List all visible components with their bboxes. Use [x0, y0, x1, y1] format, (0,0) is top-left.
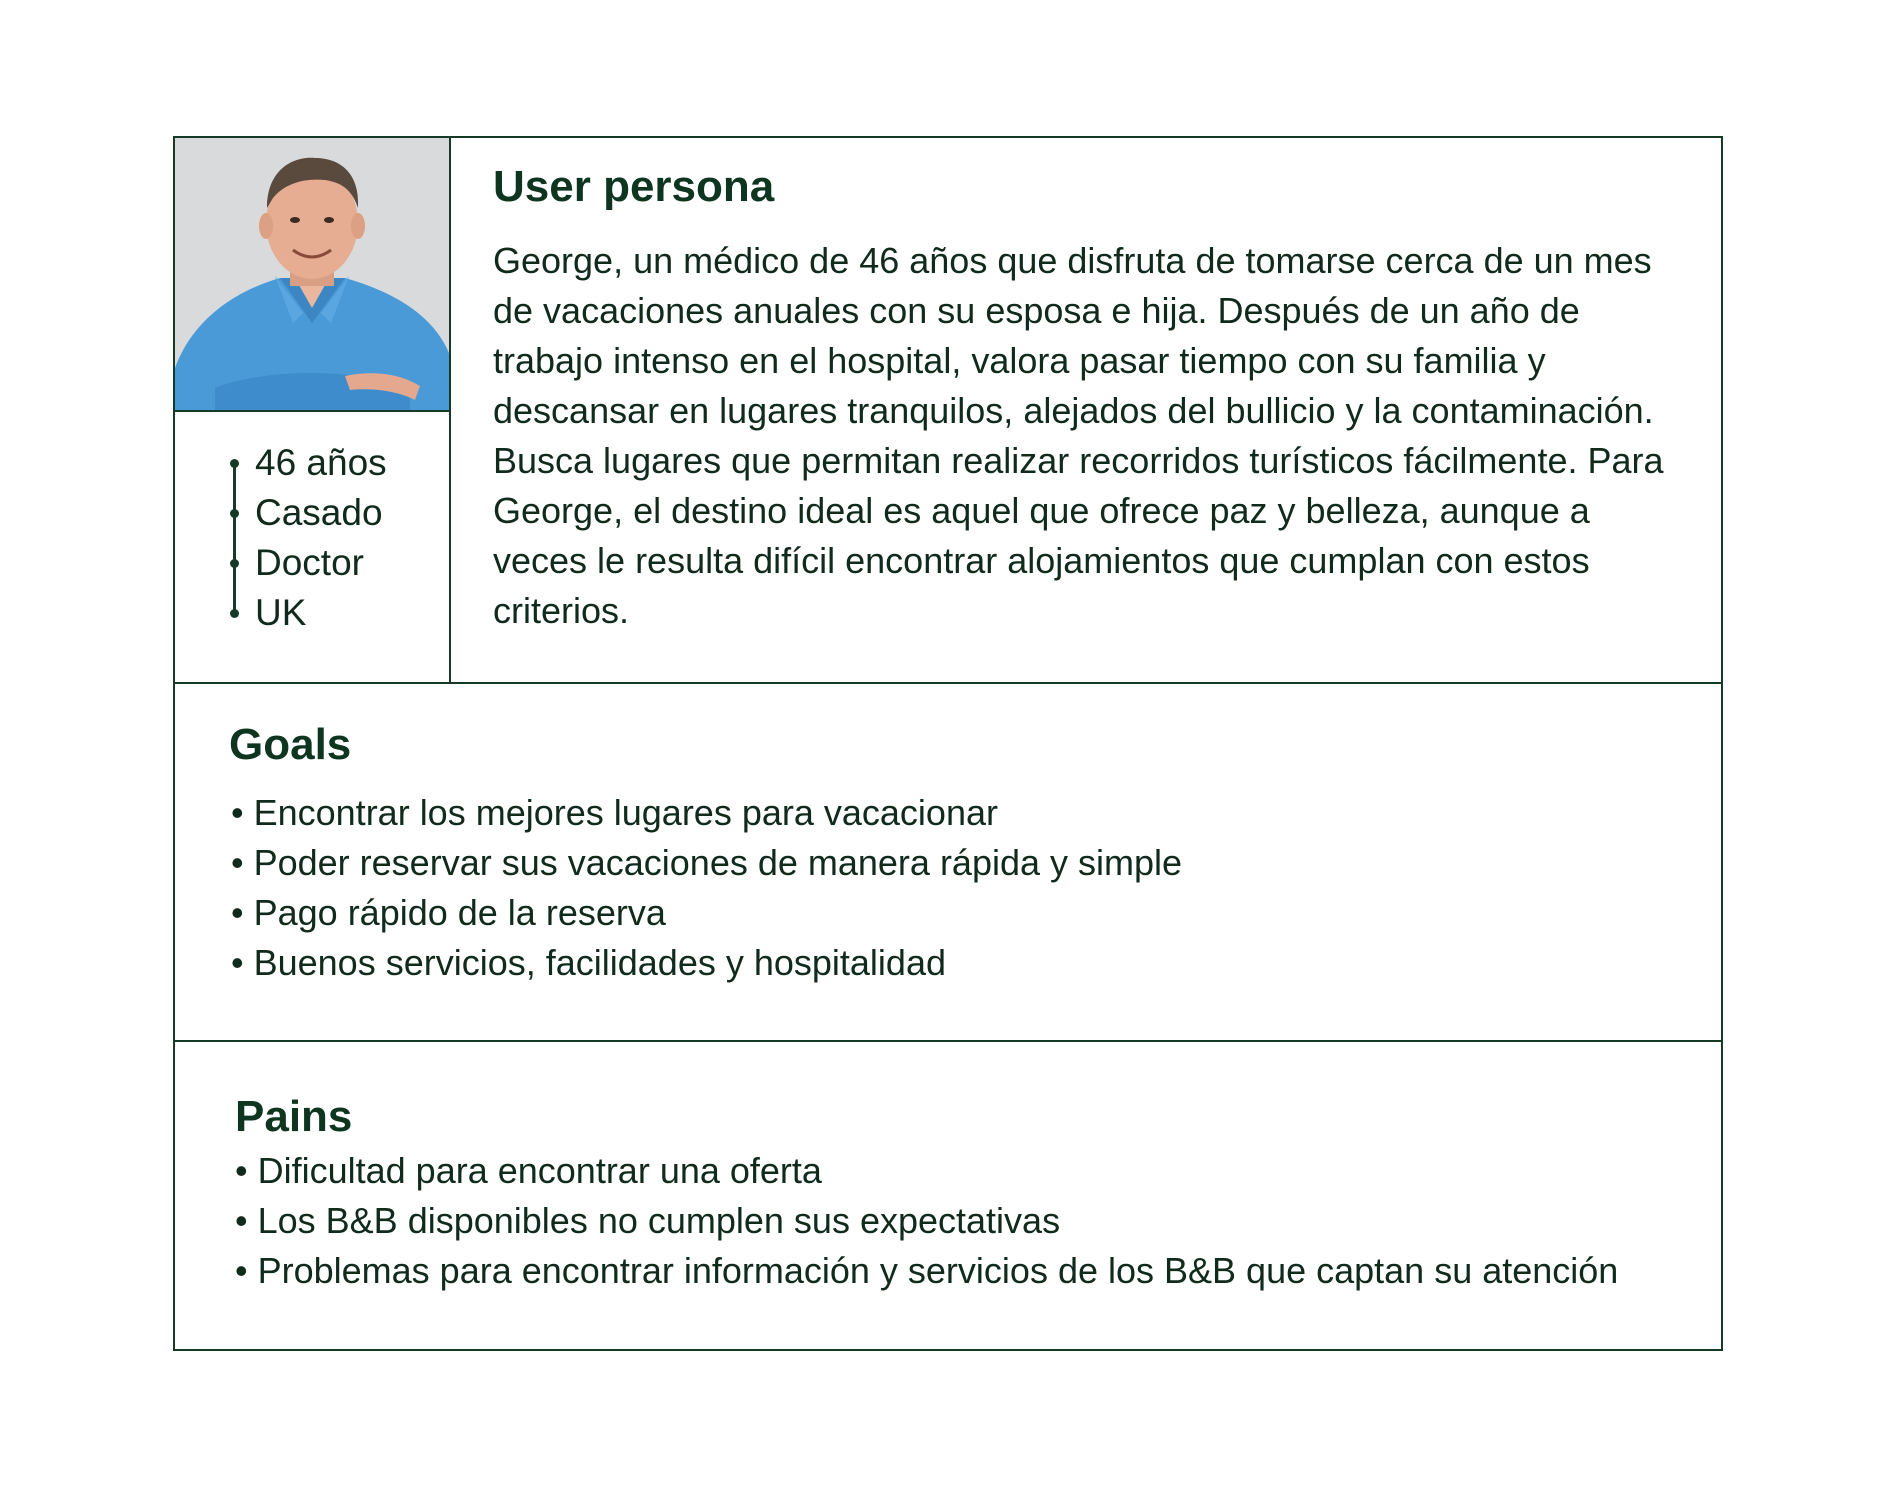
pains-section	[175, 1042, 1721, 1347]
goals-title: Goals	[229, 720, 352, 769]
list-item	[231, 938, 1182, 988]
persona-header	[175, 138, 1721, 684]
list-item	[235, 1146, 1618, 1196]
pains-title: Pains	[235, 1092, 353, 1141]
bullet-icon: •	[235, 1150, 248, 1191]
persona-bio: George, un médico de 46 años que disfruta de tomarse cerca de un mes de vacaciones anuales con su esposa e hija. Después de un año de trabajo intenso en el hospital, valora pasar tiempo con su familia y descansar en lugares tranquilos, alejados del bullicio y la contaminación. Busca lugares que permitan realizar recorridos turísticos fácilmente. Para George, el destino ideal es aquel que ofrece paz y belleza, aunque a veces le resulta difícil encontrar alojamientos que cumplan con estos criterios.	[493, 240, 1664, 631]
persona-card	[173, 136, 1723, 1351]
pains-list	[235, 1146, 1618, 1296]
bullet-icon: •	[231, 942, 244, 983]
fact-age-text: 46 años	[255, 442, 387, 483]
bullet-dot-icon	[230, 509, 239, 518]
list-item-text: Dificultad para encontrar una oferta	[257, 1150, 822, 1191]
list-item-text: Los B&B disponibles no cumplen sus expectativas	[257, 1200, 1061, 1241]
bullet-icon: •	[231, 792, 244, 833]
list-item-text: Problemas para encontrar información y servicios de los B&B que captan su atención	[257, 1250, 1619, 1291]
persona-title: User persona	[493, 162, 775, 211]
bullet-dot-icon	[230, 559, 239, 568]
list-item-text: Buenos servicios, facilidades y hospitalidad	[253, 942, 946, 983]
fact-occupation-text: Doctor	[255, 542, 364, 583]
fact-marital-status-text: Casado	[255, 492, 383, 533]
list-item	[231, 788, 1182, 838]
bullet-icon: •	[235, 1200, 248, 1241]
list-item	[231, 838, 1182, 888]
goals-section	[175, 684, 1721, 1042]
list-item	[231, 888, 1182, 938]
person-photo-icon	[175, 138, 449, 410]
bullet-icon: •	[231, 842, 244, 883]
list-item-text: Encontrar los mejores lugares para vacacionar	[253, 792, 998, 833]
person-photo	[175, 138, 449, 412]
list-item-text: Poder reservar sus vacaciones de manera rápida y simple	[253, 842, 1183, 883]
bullet-dot-icon	[230, 609, 239, 618]
bullet-icon: •	[235, 1250, 248, 1291]
list-item	[235, 1196, 1618, 1246]
bullet-icon: •	[231, 892, 244, 933]
facts-timeline-line	[233, 466, 236, 616]
persona-description	[493, 160, 1693, 636]
list-item	[235, 1246, 1618, 1296]
list-item-text: Pago rápido de la reserva	[253, 892, 666, 933]
bullet-dot-icon	[230, 459, 239, 468]
persona-facts	[231, 438, 441, 658]
persona-sidebar	[175, 138, 451, 682]
goals-list	[231, 788, 1182, 988]
fact-country-text: UK	[255, 592, 307, 633]
